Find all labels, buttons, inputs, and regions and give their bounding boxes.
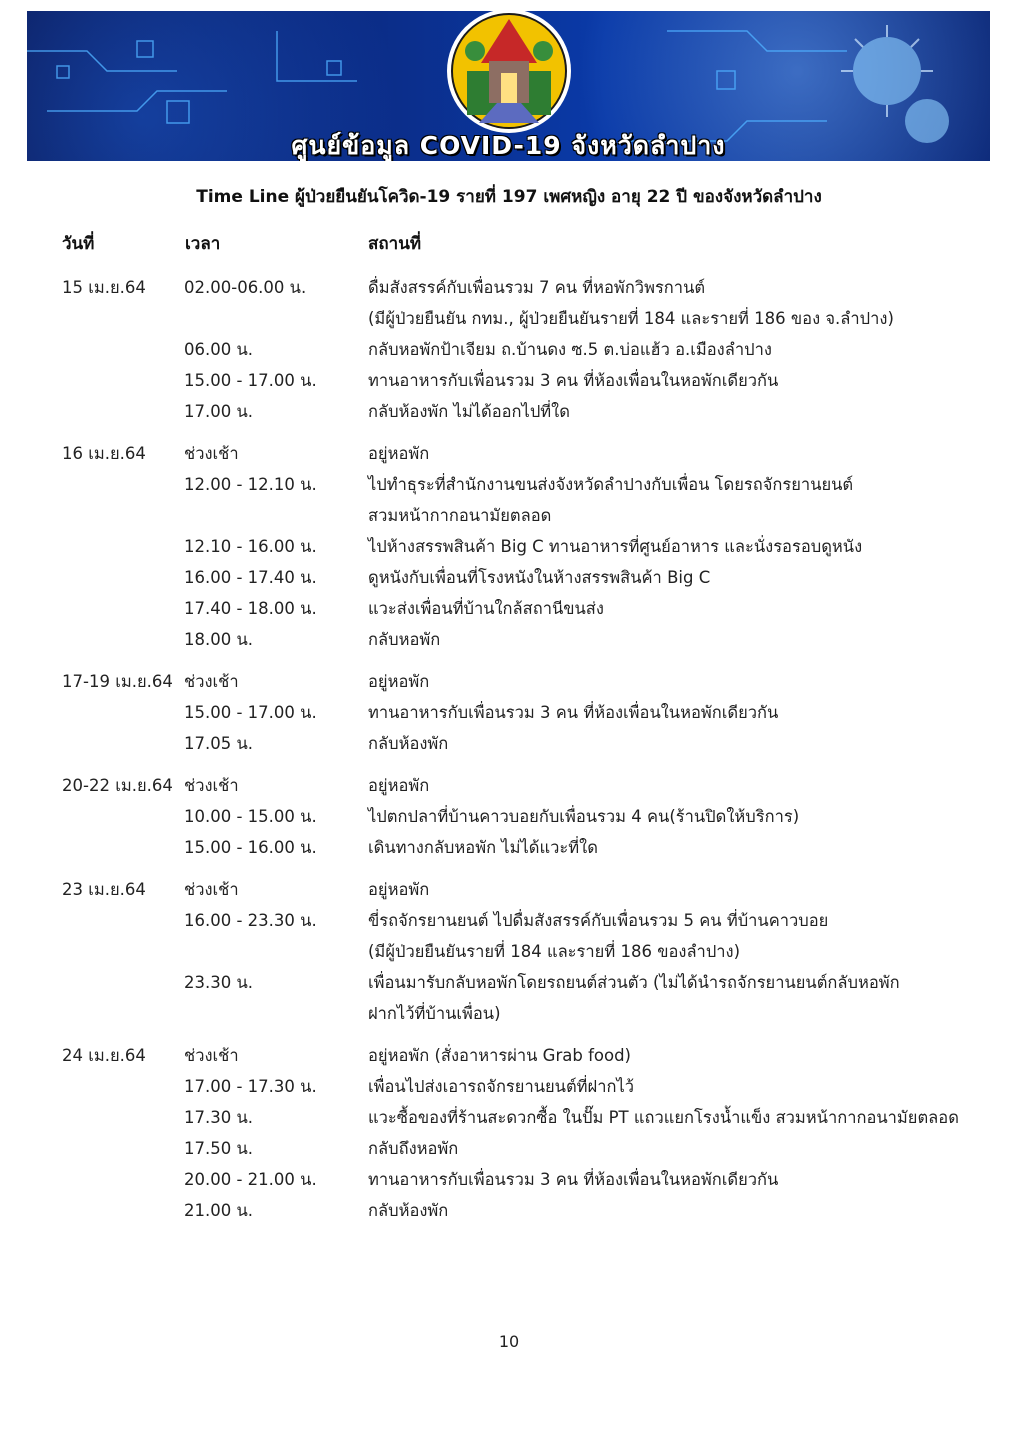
row-place-cell: อยู่หอพัก (สั่งอาหารผ่าน Grab food) <box>368 1046 631 1065</box>
row-time-cell: 16.00 - 17.40 น. <box>184 568 317 587</box>
row-place-cell: ขี่รถจักรยานยนต์ ไปดื่มสังสรรค์กับเพื่อนรวม 5 คน ที่บ้านคาวบอย <box>368 911 829 930</box>
row-place-cell: กลับห้องพัก <box>368 1201 449 1220</box>
row-place-cell: (มีผู้ป่วยยืนยัน กทม., ผู้ป่วยยืนยันรายที่ 184 และรายที่ 186 ของ จ.ลำปาง) <box>368 309 894 328</box>
row-place-cell: ไปห้างสรรพสินค้า Big C ทานอาหารที่ศูนย์อาหาร และนั่งรอรอบดูหนัง <box>368 537 863 556</box>
row-time-cell: 12.00 - 12.10 น. <box>184 475 317 494</box>
row-time-cell: ช่วงเช้า <box>184 1046 239 1065</box>
banner-title: ศูนย์ข้อมูล COVID-19 จังหวัดลำปาง <box>291 131 726 160</box>
row-place-cell: กลับห้องพัก ไม่ได้ออกไปที่ใด <box>368 402 570 421</box>
row-time-cell: 12.10 - 16.00 น. <box>184 537 317 556</box>
row-date-cell: 20-22 เม.ย.64 <box>62 776 173 795</box>
column-header-time: เวลา <box>185 234 221 254</box>
row-time-cell: 18.00 น. <box>184 630 254 649</box>
row-time-cell: 16.00 - 23.30 น. <box>184 911 317 930</box>
row-time-cell: ช่วงเช้า <box>184 444 239 463</box>
row-place-cell: แวะซื้อของที่ร้านสะดวกซื้อ ในปั๊ม PT แถวแยกโรงน้ำแข็ง สวมหน้ากากอนามัยตลอด <box>368 1108 959 1127</box>
row-time-cell: 20.00 - 21.00 น. <box>184 1170 317 1189</box>
page-number: 10 <box>498 1332 520 1351</box>
row-place-cell: กลับหอพัก <box>368 630 441 649</box>
row-time-cell: ช่วงเช้า <box>184 880 239 899</box>
row-place-cell: กลับถึงหอพัก <box>368 1139 459 1158</box>
row-time-cell: 15.00 - 16.00 น. <box>184 838 317 857</box>
row-place-cell: แวะส่งเพื่อนที่บ้านใกล้สถานีขนส่ง <box>368 599 604 618</box>
column-header-place: สถานที่ <box>368 234 422 254</box>
row-place-cell: (มีผู้ป่วยยืนยันรายที่ 184 และรายที่ 186 ของลำปาง) <box>368 942 741 961</box>
row-time-cell: 17.00 น. <box>184 402 254 421</box>
row-place-cell: ไปตกปลาที่บ้านคาวบอยกับเพื่อนรวม 4 คน(ร้านปิดให้บริการ) <box>368 807 800 826</box>
row-place-cell: เพื่อนไปส่งเอารถจักรยานยนต์ที่ฝากไว้ <box>368 1077 635 1096</box>
row-place-cell: เพื่อนมารับกลับหอพักโดยรถยนต์ส่วนตัว (ไม่ได้นำรถจักรยานยนต์กลับหอพัก <box>368 973 900 992</box>
row-place-cell: สวมหน้ากากอนามัยตลอด <box>368 506 552 525</box>
column-header-date: วันที่ <box>62 234 95 254</box>
row-place-cell: กลับห้องพัก <box>368 734 449 753</box>
row-time-cell: 17.40 - 18.00 น. <box>184 599 317 618</box>
document-title: Time Line ผู้ป่วยยืนยันโควิด-19 รายที่ 197 เพศหญิง อายุ 22 ปี ของจังหวัดลำปาง <box>196 187 822 207</box>
row-time-cell: 06.00 น. <box>184 340 254 359</box>
row-date-cell: 15 เม.ย.64 <box>62 278 146 297</box>
row-place-cell: อยู่หอพัก <box>368 444 430 463</box>
row-place-cell: ดูหนังกับเพื่อนที่โรงหนังในห้างสรรพสินค้า Big C <box>368 568 711 587</box>
row-place-cell: ทานอาหารกับเพื่อนรวม 3 คน ที่ห้องเพื่อนในหอพักเดียวกัน <box>368 371 779 390</box>
row-place-cell: อยู่หอพัก <box>368 880 430 899</box>
row-time-cell: 17.30 น. <box>184 1108 254 1127</box>
row-time-cell: 17.50 น. <box>184 1139 254 1158</box>
header-banner <box>27 11 990 161</box>
row-time-cell: 02.00-06.00 น. <box>184 278 307 297</box>
row-time-cell: 21.00 น. <box>184 1201 254 1220</box>
row-date-cell: 17-19 เม.ย.64 <box>62 672 173 691</box>
row-place-cell: เดินทางกลับหอพัก ไม่ได้แวะที่ใด <box>368 838 598 857</box>
row-date-cell: 24 เม.ย.64 <box>62 1046 146 1065</box>
row-place-cell: อยู่หอพัก <box>368 776 430 795</box>
row-time-cell: 15.00 - 17.00 น. <box>184 371 317 390</box>
row-time-cell: ช่วงเช้า <box>184 776 239 795</box>
row-time-cell: 15.00 - 17.00 น. <box>184 703 317 722</box>
row-time-cell: 10.00 - 15.00 น. <box>184 807 317 826</box>
row-time-cell: 17.05 น. <box>184 734 254 753</box>
row-place-cell: อยู่หอพัก <box>368 672 430 691</box>
row-place-cell: ดื่มสังสรรค์กับเพื่อนรวม 7 คน ที่หอพักวิพรกานต์ <box>368 278 706 297</box>
row-date-cell: 23 เม.ย.64 <box>62 880 146 899</box>
row-place-cell: ทานอาหารกับเพื่อนรวม 3 คน ที่ห้องเพื่อนในหอพักเดียวกัน <box>368 703 779 722</box>
row-time-cell: ช่วงเช้า <box>184 672 239 691</box>
row-date-cell: 16 เม.ย.64 <box>62 444 146 463</box>
row-place-cell: ฝากไว้ที่บ้านเพื่อน) <box>368 1004 501 1023</box>
row-time-cell: 23.30 น. <box>184 973 254 992</box>
row-place-cell: กลับหอพักป้าเจียม ถ.บ้านดง ซ.5 ต.บ่อแฮ้ว อ.เมืองลำปาง <box>368 340 772 359</box>
row-place-cell: ทานอาหารกับเพื่อนรวม 3 คน ที่ห้องเพื่อนในหอพักเดียวกัน <box>368 1170 779 1189</box>
provincial-seal-logo <box>447 11 571 133</box>
row-place-cell: ไปทำธุระที่สำนักงานขนส่งจังหวัดลำปางกับเพื่อน โดยรถจักรยานยนต์ <box>368 475 854 494</box>
row-time-cell: 17.00 - 17.30 น. <box>184 1077 317 1096</box>
